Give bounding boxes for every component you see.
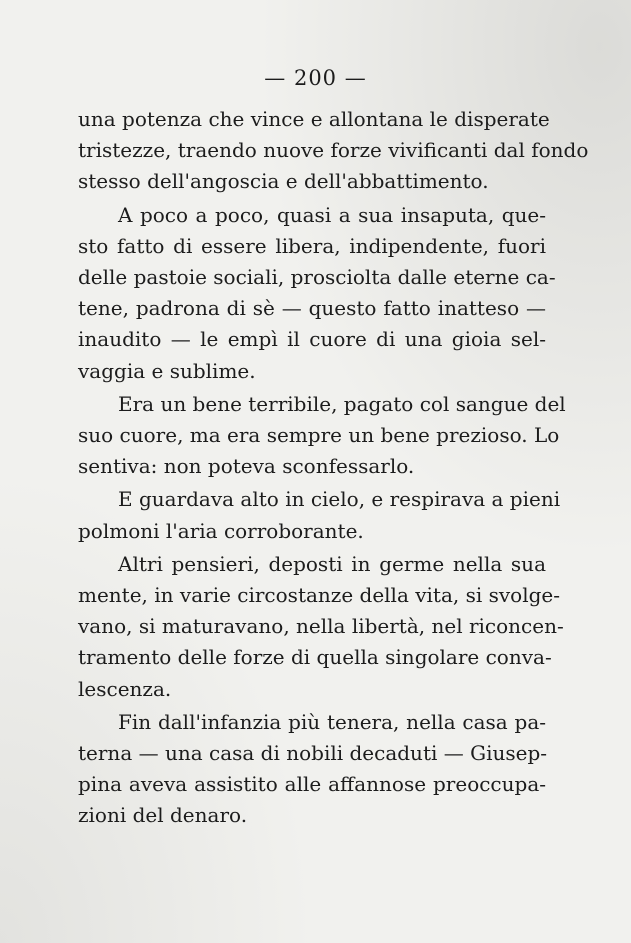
text-line: A poco a poco, quasi a sua insaputa, que-: [118, 202, 546, 227]
paragraph: [78, 389, 566, 483]
text-line: mente, in varie circostanze della vita, si svolge-: [78, 583, 561, 608]
text-line: terna — una casa di nobili decaduti — Giusep-: [78, 741, 548, 766]
text-line: pina aveva assistito alle affannose preoccupa-: [78, 772, 546, 797]
text-line: Fin dall'infanzia più tenera, nella casa pa-: [118, 709, 546, 734]
text-line: vaggia e sublime.: [78, 358, 256, 383]
text-line: tramento delle forze di quella singolare conva-: [78, 645, 552, 670]
page-number: — 200 —: [264, 66, 367, 90]
text-line: vano, si maturavano, nella libertà, nel riconcen-: [78, 614, 564, 639]
text-line: zioni del denaro.: [78, 803, 248, 828]
text-line: tristezze, traendo nuove forze vivificanti dal fondo: [78, 138, 589, 163]
text-line: Altri pensieri, deposti in germe nella sua: [118, 551, 546, 576]
text-line: E guardava alto in cielo, e respirava a pieni: [118, 487, 561, 512]
text-line: sentiva: non poteva sconfessarlo.: [78, 454, 415, 479]
body-text: [78, 104, 589, 832]
text-line: delle pastoie sociali, prosciolta dalle eterne ca-: [78, 265, 556, 290]
paragraph: [78, 104, 589, 198]
paragraph: [78, 707, 546, 832]
paragraph: [78, 200, 556, 387]
text-line: Era un bene terribile, pagato col sangue del: [118, 391, 566, 416]
text-line: sto fatto di essere libera, indipendente, fuori: [78, 233, 546, 258]
text-line: stesso dell'angoscia e dell'abbattimento.: [78, 169, 489, 194]
paragraph: [78, 549, 564, 705]
text-line: una potenza che vince e allontana le disperate: [78, 107, 550, 131]
text-line: tene, padrona di sè — questo fatto inatteso —: [78, 296, 546, 321]
text-line: suo cuore, ma era sempre un bene prezioso. Lo: [78, 423, 560, 448]
paragraph: [78, 484, 561, 546]
text-line: polmoni l'aria corroborante.: [78, 518, 364, 543]
text-line: inaudito — le empì il cuore di una gioia sel-: [78, 327, 546, 352]
text-line: lescenza.: [78, 676, 172, 701]
